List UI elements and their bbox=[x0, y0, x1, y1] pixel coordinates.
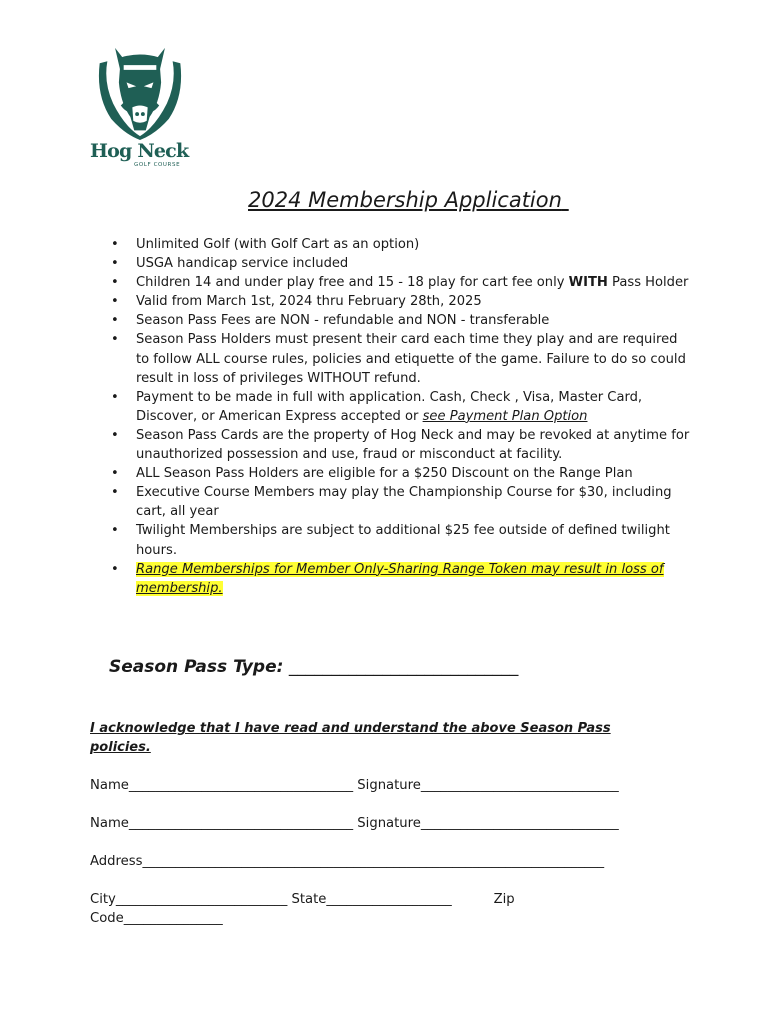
list-item-text: Pass Holder bbox=[607, 275, 689, 291]
city-state-zip-line[interactable]: City__________________________ State___________________ Zip bbox=[90, 892, 515, 907]
payment-plan-link[interactable]: see Payment Plan Option bbox=[422, 408, 588, 424]
list-item bbox=[108, 560, 690, 598]
list-item bbox=[108, 292, 690, 311]
bullet-icon: • bbox=[111, 561, 119, 577]
list-item-text: Unlimited Golf (with Golf Cart as an option) bbox=[136, 237, 420, 252]
acknowledgment: I acknowledge that I have read and understand the above Season Pass policies. bbox=[90, 721, 611, 755]
season-pass-type bbox=[109, 657, 518, 677]
list-item-text: WITH bbox=[568, 275, 608, 291]
policy-list bbox=[108, 235, 690, 598]
logo bbox=[90, 140, 190, 169]
season-pass-field[interactable]: ___________________________ bbox=[283, 657, 519, 677]
bullet-icon: • bbox=[111, 256, 119, 272]
list-item bbox=[108, 426, 690, 464]
list-item-text: Season Pass Cards are the property of Hog Neck and may be revoked at anytime for unauthorized possession and use, fraud or misconduct at facility. bbox=[136, 427, 690, 463]
list-item-text: Children 14 and under play free and 15 - 18 play for cart fee only bbox=[136, 275, 569, 291]
list-item-text: USGA handicap service included bbox=[136, 256, 349, 272]
address-line[interactable]: Address______________________________________________________________________ bbox=[90, 854, 605, 869]
list-item-text: ALL Season Pass Holders are eligible for a $250 Discount on the Range Plan bbox=[136, 466, 633, 482]
hog-shield-icon bbox=[90, 44, 190, 140]
list-item-text: Twilight Memberships are subject to additional $25 fee outside of defined twilight hours. bbox=[136, 523, 670, 558]
bullet-icon: • bbox=[111, 332, 119, 348]
bullet-icon: • bbox=[111, 313, 119, 329]
list-item-text: Season Pass Holders must present their card each time they play and are required to follow ALL course rules, policies and etiquette of the game. Failure to do so could result in loss of privileges WITHOUT refund. bbox=[136, 332, 686, 386]
bullet-icon: • bbox=[111, 389, 119, 405]
list-item bbox=[108, 521, 690, 559]
list-item bbox=[108, 464, 690, 483]
bullet-icon: • bbox=[111, 523, 119, 539]
list-item bbox=[108, 483, 690, 521]
list-item-text: Payment to be made in full with application. Cash, Check , Visa, Master Card, Discover, or American Express accepted or bbox=[136, 389, 643, 424]
season-pass-label: Season Pass Type: bbox=[109, 657, 284, 677]
list-item bbox=[108, 273, 690, 292]
zip-code-line[interactable]: Code_______________ bbox=[90, 911, 223, 926]
name-signature-line-2[interactable]: Name__________________________________ Signature______________________________ bbox=[90, 816, 619, 831]
list-item bbox=[108, 254, 690, 273]
page-title: 2024 Membership Application bbox=[248, 188, 562, 212]
bullet-icon: • bbox=[111, 275, 119, 291]
bullet-icon: • bbox=[111, 485, 119, 501]
list-item bbox=[108, 388, 690, 426]
bullet-icon: • bbox=[111, 294, 119, 310]
bullet-icon: • bbox=[111, 466, 119, 482]
list-item-text: Season Pass Fees are NON - refundable and NON - transferable bbox=[136, 313, 550, 329]
bullet-icon: • bbox=[111, 237, 119, 252]
list-item bbox=[108, 311, 690, 330]
list-item-text: Valid from March 1st, 2024 thru February 28th, 2025 bbox=[136, 294, 482, 310]
name-signature-line-1[interactable]: Name__________________________________ Signature______________________________ bbox=[90, 778, 619, 793]
list-item-text: Range Memberships for Member Only-Sharing Range Token may result in loss of membership. bbox=[136, 561, 664, 596]
list-item-text: Executive Course Members may play the Championship Course for $30, including cart, all year bbox=[136, 485, 672, 520]
list-item bbox=[108, 330, 690, 387]
logo-brand: Hog Neck bbox=[90, 140, 189, 162]
list-item bbox=[108, 235, 690, 254]
bullet-icon: • bbox=[111, 427, 119, 443]
logo-subtitle: GOLF COURSE bbox=[134, 162, 181, 168]
